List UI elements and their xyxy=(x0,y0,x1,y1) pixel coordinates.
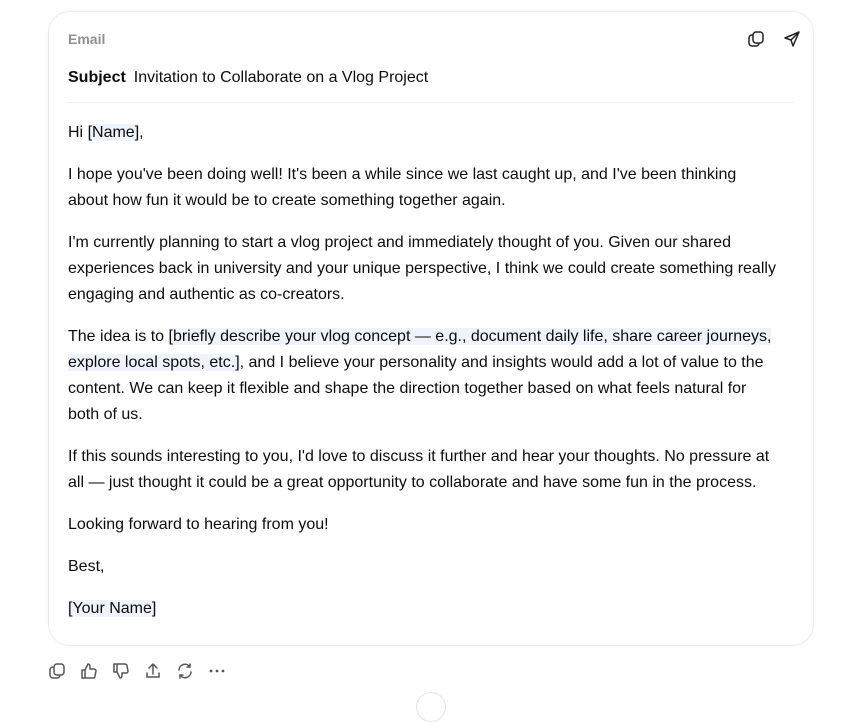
name-placeholder: [Name] xyxy=(87,124,140,141)
send-icon[interactable] xyxy=(781,28,803,50)
subject-label: Subject xyxy=(68,69,126,86)
copy-icon[interactable] xyxy=(745,28,767,50)
concept-placeholder: [briefly describe your vlog concept — e.g., document daily life, share career journeys, explore local spots, etc.] xyxy=(68,328,772,371)
email-card xyxy=(48,11,814,646)
paragraph-3 xyxy=(68,324,780,428)
closing: Best, xyxy=(68,558,105,575)
greeting-text: Hi xyxy=(68,124,88,141)
paragraph-1: I hope you've been doing well! It's been a while since we last caught up, and I've been thinking about how fun it would be to create something together again. xyxy=(68,166,737,209)
share-icon[interactable] xyxy=(142,660,164,682)
p3-prefix: The idea is to xyxy=(68,328,169,345)
paragraph-5: Looking forward to hearing from you! xyxy=(68,516,329,533)
subject-text: Invitation to Collaborate on a Vlog Project xyxy=(133,69,429,86)
email-label: Email xyxy=(68,31,106,47)
regenerate-icon[interactable] xyxy=(174,660,196,682)
paragraph-2: I'm currently planning to start a vlog project and immediately thought of you. Given our shared experiences back in university and your unique perspective, I think we could create something really engaging and authentic as co-creators. xyxy=(68,234,776,303)
greeting xyxy=(68,120,780,146)
paragraph-4: If this sounds interesting to you, I'd love to discuss it further and hear your thoughts. No pressure at all — just thought it could be a great opportunity to collaborate and have some fun in the process. xyxy=(68,448,770,491)
message-actions xyxy=(46,660,228,682)
divider xyxy=(68,102,794,103)
greeting-comma: , xyxy=(139,124,144,141)
copy-icon[interactable] xyxy=(46,660,68,682)
thumbs-up-icon[interactable] xyxy=(78,660,100,682)
p3-suffix: , and I believe your personality and insights would add a lot of value to the content. We can keep it flexible and shape the direction together based on what feels natural for both of us. xyxy=(68,354,764,423)
more-icon[interactable] xyxy=(206,660,228,682)
email-body[interactable] xyxy=(68,120,780,638)
thumbs-down-icon[interactable] xyxy=(110,660,132,682)
signature-placeholder: [Your Name] xyxy=(68,600,157,617)
scroll-down-button[interactable] xyxy=(416,692,446,722)
subject-line xyxy=(68,69,428,87)
